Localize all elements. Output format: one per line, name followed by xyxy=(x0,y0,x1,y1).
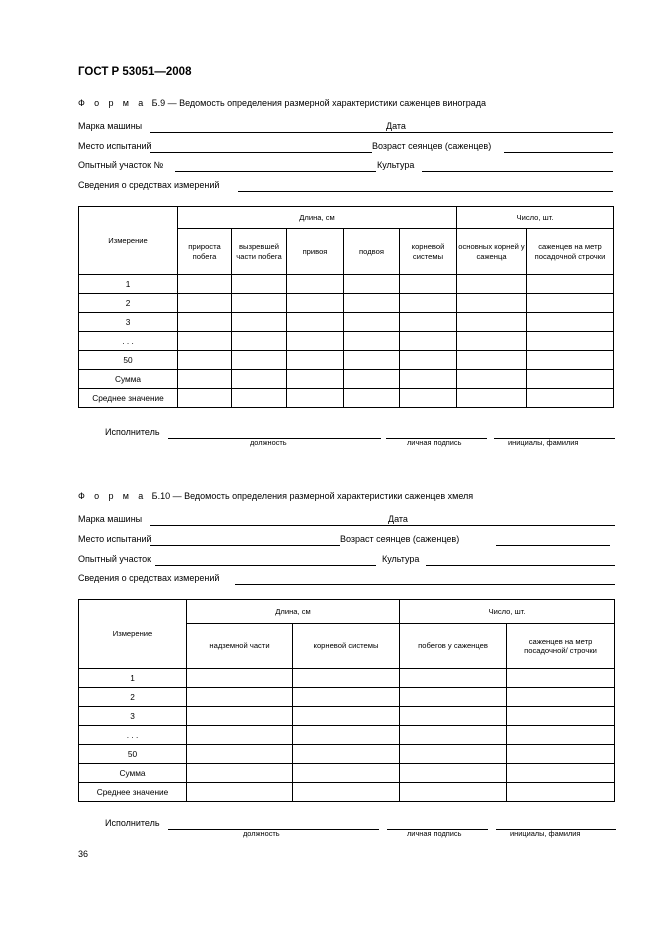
table-cell[interactable] xyxy=(507,745,615,764)
crop-label: Культура xyxy=(382,554,420,564)
table-cell[interactable] xyxy=(344,351,400,370)
crop-line[interactable] xyxy=(426,565,615,566)
crop-label: Культура xyxy=(377,160,415,170)
instruments-line[interactable] xyxy=(238,191,613,192)
col-header-root-system: корневой системы xyxy=(400,229,457,275)
table-cell[interactable] xyxy=(344,275,400,294)
table-cell[interactable] xyxy=(507,707,615,726)
table-cell[interactable] xyxy=(507,764,615,783)
plot-label: Опытный участок № xyxy=(78,160,164,170)
col-header-measure: Измерение xyxy=(79,207,178,275)
table-cell[interactable] xyxy=(293,783,400,802)
page-number: 36 xyxy=(78,849,89,859)
seedling-age-line[interactable] xyxy=(504,152,613,153)
table-cell[interactable] xyxy=(400,783,507,802)
machine-label: Марка машины xyxy=(78,514,143,524)
table-cell[interactable] xyxy=(287,370,344,389)
plot-line[interactable] xyxy=(155,565,376,566)
test-place-line[interactable] xyxy=(150,545,340,546)
table-cell[interactable] xyxy=(507,726,615,745)
table-cell[interactable] xyxy=(507,688,615,707)
position-caption: должность xyxy=(243,829,280,838)
test-place-label: Место испытаний xyxy=(78,534,152,544)
table-cell[interactable] xyxy=(344,389,400,408)
form-title-text: Б.10 — Ведомость определения размерной характеристики саженцев хмеля xyxy=(151,491,474,501)
form-title xyxy=(78,491,473,501)
table-cell[interactable] xyxy=(232,351,287,370)
signature-captions xyxy=(105,829,616,841)
field-row-plot-crop xyxy=(78,160,613,172)
table-cell[interactable] xyxy=(400,313,457,332)
table-cell[interactable] xyxy=(507,669,615,688)
table-cell[interactable] xyxy=(400,389,457,408)
form-word: Ф о р м а xyxy=(78,98,147,108)
col-header-aboveground: надземной части xyxy=(187,624,293,669)
measurement-table-hops xyxy=(78,599,615,802)
date-label: Дата xyxy=(386,121,406,131)
row-label: . . . xyxy=(79,726,187,745)
date-line[interactable] xyxy=(412,525,615,526)
table-cell[interactable] xyxy=(287,294,344,313)
row-label-sum: Сумма xyxy=(79,370,178,389)
row-label-mean: Среднее значение xyxy=(79,783,187,802)
table-cell[interactable] xyxy=(178,351,232,370)
field-row-place-age xyxy=(78,534,610,546)
table-cell[interactable] xyxy=(287,275,344,294)
table-cell[interactable] xyxy=(400,707,507,726)
table-cell[interactable] xyxy=(287,351,344,370)
col-header-scion: привоя xyxy=(287,229,344,275)
instruments-label: Сведения о средствах измерений xyxy=(78,180,220,190)
table-cell[interactable] xyxy=(344,294,400,313)
col-header-growth: прироста побега xyxy=(178,229,232,275)
col-header-per-meter: саженцев на метр посадочной строчки xyxy=(527,229,614,275)
machine-label: Марка машины xyxy=(78,121,143,131)
row-label: 50 xyxy=(79,351,178,370)
col-header-root-system: корневой системы xyxy=(293,624,400,669)
instruments-label: Сведения о средствах измерений xyxy=(78,573,220,583)
table-cell[interactable] xyxy=(527,389,614,408)
measurement-table-grape xyxy=(78,206,614,408)
row-label: 1 xyxy=(79,275,178,294)
table-cell[interactable] xyxy=(293,745,400,764)
col-group-count: Число, шт. xyxy=(400,600,615,624)
form-title-text: Б.9 — Ведомость определения размерной характеристики саженцев винограда xyxy=(151,98,486,108)
date-label: Дата xyxy=(388,514,408,524)
table-cell[interactable] xyxy=(400,726,507,745)
table-cell[interactable] xyxy=(293,764,400,783)
table-cell[interactable] xyxy=(400,275,457,294)
table-cell[interactable] xyxy=(527,313,614,332)
table-cell[interactable] xyxy=(527,294,614,313)
table-cell[interactable] xyxy=(187,707,293,726)
table-cell[interactable] xyxy=(457,351,527,370)
table-cell[interactable] xyxy=(178,389,232,408)
table-cell[interactable] xyxy=(232,313,287,332)
table-cell[interactable] xyxy=(527,351,614,370)
table-cell[interactable] xyxy=(400,764,507,783)
col-header-shoots: побегов у саженцев xyxy=(400,624,507,669)
row-label-sum: Сумма xyxy=(79,764,187,783)
table-cell[interactable] xyxy=(344,313,400,332)
table-cell[interactable] xyxy=(507,783,615,802)
table-cell[interactable] xyxy=(178,313,232,332)
table-cell[interactable] xyxy=(187,745,293,764)
row-label: 3 xyxy=(79,313,178,332)
field-row-instruments xyxy=(78,573,615,585)
personal-signature-caption: личная подпись xyxy=(407,829,462,838)
table-cell[interactable] xyxy=(527,275,614,294)
row-label: 2 xyxy=(79,294,178,313)
table-cell[interactable] xyxy=(287,332,344,351)
seedling-age-label: Возраст сеянцев (саженцев) xyxy=(340,534,460,544)
col-group-length: Длина, см xyxy=(187,600,400,624)
col-header-main-roots: основных корней у саженца xyxy=(457,229,527,275)
table-cell[interactable] xyxy=(187,783,293,802)
table-cell[interactable] xyxy=(232,275,287,294)
table-cell[interactable] xyxy=(527,332,614,351)
seedling-age-label: Возраст сеянцев (саженцев) xyxy=(372,141,492,151)
table-cell[interactable] xyxy=(457,275,527,294)
table-cell[interactable] xyxy=(400,688,507,707)
table-cell[interactable] xyxy=(457,294,527,313)
instruments-line[interactable] xyxy=(235,584,615,585)
table-cell[interactable] xyxy=(232,332,287,351)
table-cell[interactable] xyxy=(293,707,400,726)
row-label: 2 xyxy=(79,688,187,707)
form-word: Ф о р м а xyxy=(78,491,147,501)
field-row-machine-date xyxy=(78,121,613,133)
col-group-count: Число, шт. xyxy=(457,207,614,229)
table-cell[interactable] xyxy=(400,669,507,688)
table-cell[interactable] xyxy=(457,370,527,389)
row-label: 50 xyxy=(79,745,187,764)
table-cell[interactable] xyxy=(400,745,507,764)
table-cell[interactable] xyxy=(178,332,232,351)
table-cell[interactable] xyxy=(457,389,527,408)
table-cell[interactable] xyxy=(187,726,293,745)
table-cell[interactable] xyxy=(400,351,457,370)
signature-captions xyxy=(105,438,615,450)
table-cell[interactable] xyxy=(287,313,344,332)
col-header-measure: Измерение xyxy=(79,600,187,669)
row-label: 1 xyxy=(79,669,187,688)
table-cell[interactable] xyxy=(178,275,232,294)
table-cell[interactable] xyxy=(187,669,293,688)
table-cell[interactable] xyxy=(293,726,400,745)
table-cell[interactable] xyxy=(457,313,527,332)
table-cell[interactable] xyxy=(232,294,287,313)
field-row-machine-date xyxy=(78,514,615,526)
table-cell[interactable] xyxy=(232,370,287,389)
col-header-rootstock: подвоя xyxy=(344,229,400,275)
table-cell[interactable] xyxy=(232,389,287,408)
table-cell[interactable] xyxy=(178,370,232,389)
test-place-line[interactable] xyxy=(150,152,372,153)
personal-signature-caption: личная подпись xyxy=(407,438,462,447)
table-cell[interactable] xyxy=(187,688,293,707)
table-cell[interactable] xyxy=(344,332,400,351)
form-title xyxy=(78,98,486,108)
table-cell[interactable] xyxy=(293,669,400,688)
name-caption: инициалы, фамилия xyxy=(510,829,581,838)
col-header-ripened-part: вызревшей части побега xyxy=(232,229,287,275)
col-header-per-meter: саженцев на метр посадочной/ строчки xyxy=(507,624,615,669)
performer-label: Исполнитель xyxy=(105,818,160,828)
table-cell[interactable] xyxy=(187,764,293,783)
table-cell[interactable] xyxy=(400,332,457,351)
row-label: 3 xyxy=(79,707,187,726)
table-cell[interactable] xyxy=(293,688,400,707)
row-label: . . . xyxy=(79,332,178,351)
document-header: ГОСТ Р 53051—2008 xyxy=(78,66,192,78)
col-group-length: Длина, см xyxy=(178,207,457,229)
table-cell[interactable] xyxy=(287,389,344,408)
plot-label: Опытный участок xyxy=(78,554,152,564)
row-label-mean: Среднее значение xyxy=(79,389,178,408)
crop-line[interactable] xyxy=(422,171,613,172)
table-cell[interactable] xyxy=(344,370,400,389)
seedling-age-line[interactable] xyxy=(496,545,610,546)
position-caption: должность xyxy=(250,438,287,447)
field-row-plot-crop xyxy=(78,554,615,566)
field-row-place-age xyxy=(78,141,613,153)
date-line[interactable] xyxy=(411,132,613,133)
performer-label: Исполнитель xyxy=(105,427,160,437)
table-cell[interactable] xyxy=(400,370,457,389)
table-cell[interactable] xyxy=(457,332,527,351)
field-row-instruments xyxy=(78,180,613,192)
table-cell[interactable] xyxy=(178,294,232,313)
table-cell[interactable] xyxy=(400,294,457,313)
test-place-label: Место испытаний xyxy=(78,141,152,151)
plot-line[interactable] xyxy=(175,171,376,172)
name-caption: инициалы, фамилия xyxy=(508,438,579,447)
table-cell[interactable] xyxy=(527,370,614,389)
